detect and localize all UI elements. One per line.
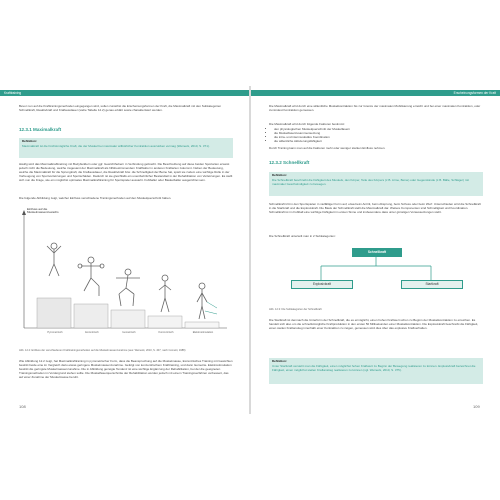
book-spread bbox=[0, 86, 500, 414]
section-heading-schnellkraft: 12.3.2 Schnellkraft bbox=[269, 160, 310, 165]
factor-list bbox=[269, 127, 483, 143]
left-body-paragraph-2: Die folgende Abbildung zeigt, welcher Einfluss verschiedene Trainingsmethoden auf den Muskelquerschnitt haben. bbox=[19, 196, 172, 200]
figure-label-3: Isometrisch bbox=[122, 331, 136, 334]
figure-axis-title: Einfluss auf die Muskelmassenzuwachs bbox=[27, 207, 59, 215]
definition-title: Definition: bbox=[22, 139, 37, 143]
list-item: • die Muskelfaserzusammensetzung bbox=[274, 131, 483, 135]
figure-label-1: Pyrometrisch bbox=[47, 331, 63, 334]
definition-body: Maximalkraft ist die höchstmögliche Kraft, die der Muskel bei maximaler willkürlicher Kontraktion auszuüben vermag (Weineck, 2010, S. 371). bbox=[22, 143, 210, 148]
definition-box-startkraft bbox=[269, 358, 483, 384]
figure-caption-12-2: Abb. 12.2: Einfluss der verschiedenen Krafttrainingsmethoden auf die Muskelmassenzunahme (aus: Weineck, 2010, S. 407, nach Cometti, 1988) bbox=[19, 349, 186, 352]
definition-title: Definition: bbox=[272, 359, 287, 363]
right-body-paragraph-1: Schnellkraft tritt in den Sportspielen in vielfältiger Form auf, etwa beim Antritt, beim Absprung, beim Schuss oder beim Wurf. Unterschieden wird die Schnellkraft in die Startkraft und die Explosivkraft. Die Basis der Schnellkraft stellt die Maximalkraft dar. Weitere Komponenten sind Schnelligkeit und Koordination. Schnellkraft ist im Fußball eine wichtige Fähigkeit im ersten Sinne und insbesondere dass unter günstigen Voraussetzungen steht. bbox=[269, 202, 481, 215]
definition-body: Die Schnellkraft beschreibt die Fähigkeit des Muskels, den Körper, Teile des Körpers (z.B. Arme, Beine) oder Gegenstände (z.B. Bälle, Schläger) mit maximaler Geschwindigkeit zu bewegen. bbox=[272, 177, 469, 186]
figure-caption-12-3: Abb. 12.3: Die Subkategorien der Schnellkraft bbox=[269, 308, 322, 311]
section-heading-maximalkraft: 12.3.1 Maximalkraft bbox=[19, 127, 62, 132]
definition-box-maximalkraft bbox=[19, 138, 233, 158]
diagram-node-explosivkraft: Explosivkraft bbox=[291, 280, 353, 289]
diagram-node-startkraft: Startkraft bbox=[401, 280, 463, 289]
diagram-node-schnellkraft: Schnellkraft bbox=[352, 248, 402, 257]
left-intro-paragraph: Bevor nun auf die Krafttrainingsmethoden eingegangen wird, sollen zunächst die Erscheinungsformen der Kraft, die Maximalkraft mit den Subkategorien Schnellkraft, Reaktivkraft und Kraftausdauer (siehe Tabelle 12.2) genau erklärt sowie charakterisiert werden. bbox=[19, 104, 222, 113]
left-page bbox=[0, 86, 249, 414]
right-intro-paragraph: Die Maximalkraft wird durch eine willentliche Muskelkontraktion bis zur Grenze der maximalen Mobilisierung erreicht und bei einer maximalen Kontraktion, oder zumindest Kontraktion gemessen. bbox=[269, 104, 481, 113]
left-body-paragraph-1: Häufig wird das Maximalkrafttraining mit Bodybuildern oder ggf. Gewichthebern in Verbindung gebracht. Die Beschreibung auf diese beiden Sportarten erweist jedoch nicht die Bedeutung, welche insgesamt der Maximalkraft als hilfsbestimmendem Kraftfaktor in anderen Kraftarten zukommt. Neben der Bedeutung, welche die Maximalkraft für die Sprungkraft, die Kraftausdauer, die Reaktivkraft bzw. die Schnelligkeit der Beine hat, spielt sie zudem eine wichtige Rolle in der Vorbeugung von Sportverletzungen und Sportschäden. Dadurch ist sie gleichfalls ein unentbehrlicher Bestandteil in der Rehabilitation von Verletzungen. Es stellt sich nun die Frage, wie ein möglichst optimales Maximalkrafttraining für Sportspieler aussieht. Fußballer oder Basketballer ausgerichtet sein. bbox=[19, 162, 233, 183]
diagram-intro: Die Schnellkraft unterteilt man in 2 Subkategorien: bbox=[269, 234, 336, 238]
figure-label-2: Exzentrisch bbox=[85, 331, 99, 334]
figure-label-5: Elektrostimulation bbox=[192, 331, 214, 334]
definition-title: Definition: bbox=[272, 173, 287, 177]
figure-illustration bbox=[19, 206, 233, 346]
definition-body: Unter Startkraft versteht man die Fähigkeit, einen möglichst hohen Kraftwert zu Beginn der Bewegung realisieren zu können. Explosivkraft bezeichnet die Fähigkeit, einen möglichst steilen Kraftanstieg realisieren zu können (vgl. Weineck, 2010, S. 375). bbox=[272, 363, 476, 372]
left-running-header: Krafttraining bbox=[0, 90, 249, 96]
figure-training-methods bbox=[19, 206, 233, 346]
list-item: • die willentliche Aktivierungsfähigkeit bbox=[274, 139, 483, 143]
factor-list-outro: Durch Training kann man auf die Faktoren mehr oder weniger starken Einfluss nehmen. bbox=[269, 146, 386, 150]
right-page-number: 109 bbox=[473, 404, 480, 409]
list-item: • die intra- und intermuskuläre Koordination bbox=[274, 135, 483, 139]
right-body-paragraph-2: Die Startkraft ist demnach die Unterform der Schnellkraft, die es ermöglicht, einen hohen Kraftwert schon zu Beginn der Muskelkontraktion zu erreichen. Es handelt sich also um die schnellstmögliche Kraftproduktion in den ersten 50 Millisekunden einer Muskelkontraktion. Die Explosivkraft beschreibt die Fähigkeit, einen steilen Kraftanstieg innerhalb einer Kontraktion zu zeigen, gemessen wird dies über das explosive Kraftverhalten. bbox=[269, 318, 479, 331]
schnellkraft-diagram bbox=[269, 242, 483, 304]
left-body-paragraph-3: Wie Abbildung 12.2 zeigt, hat Maximalkrafttraining in pyrometrischer Form, dass die Beanspruchung auf die Muskelmasse, Exzentrisches Training mit Gewichten bewirkt beide eine im Vergleich dazu etwas geringere Muskelmassenzunahme. Gefolgt von konzentrischem Krafttraining, und dann Isometrie. Elektrostimulation bewirkt die geringste Muskelmassenzunahme. Die in Abbildung gezeigte Tendenz ist eine wichtige Ergänzung der Rehabilitation, bei der die geeigneten Trainingsmethoden im Vordergrund stehen sollte. Die Muskelfaserquerschnitte der Rehabilitation werden jedoch mit einem Trainingsverfahren verbessert, das auf einer Zunahme der Muskelmasse beruht. bbox=[19, 359, 233, 380]
left-page-number: 108 bbox=[19, 404, 26, 409]
figure-label-4: Konzentrisch bbox=[158, 331, 174, 334]
right-page bbox=[251, 86, 500, 414]
right-running-header: Erscheinungsformen der Kraft bbox=[251, 90, 500, 96]
factor-list-intro: Die Maximalkraft wird durch folgende Faktoren bestimmt: bbox=[269, 122, 345, 126]
list-item: • den physiologischen Muskelquerschnitt der Muskelfasern bbox=[274, 127, 483, 131]
definition-box-schnellkraft bbox=[269, 172, 483, 196]
